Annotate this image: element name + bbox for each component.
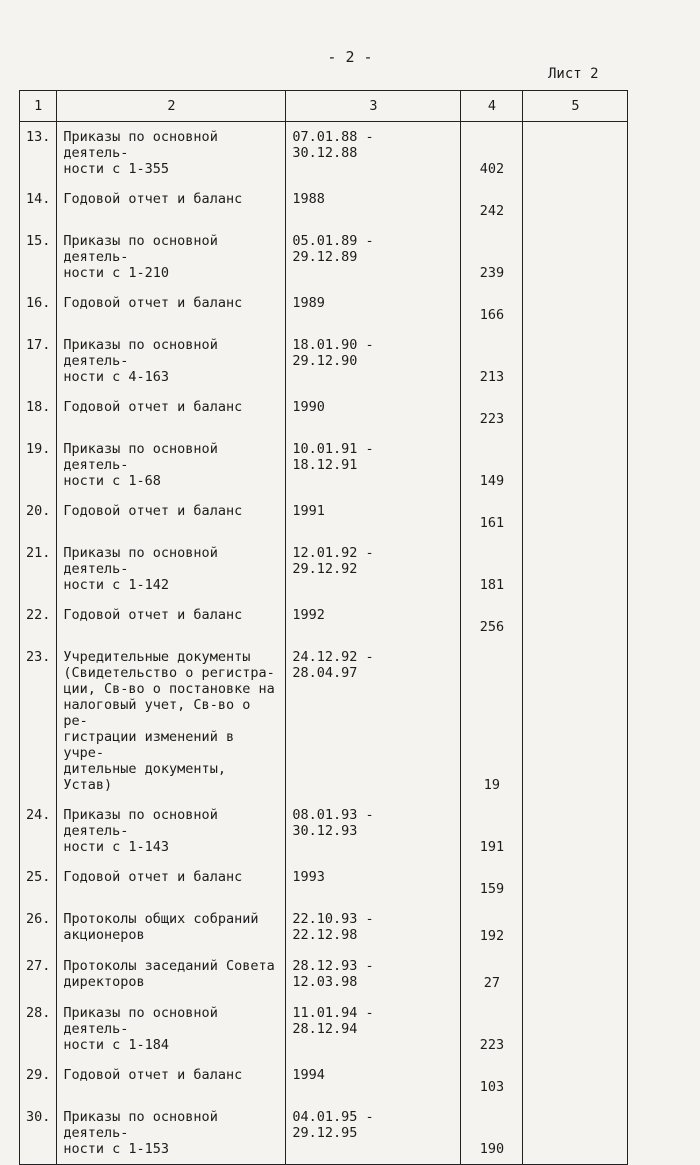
row-sheet-count: 159 <box>461 862 523 904</box>
row-number: 21. <box>20 538 57 600</box>
row-dates: 07.01.88 - 30.12.88 <box>286 122 461 185</box>
row-sheet-count: 242 <box>461 184 523 226</box>
table-row <box>20 862 628 904</box>
row-sheet-count: 192 <box>461 904 523 951</box>
row-sheet-count: 223 <box>461 392 523 434</box>
row-title: Годовой отчет и баланс <box>57 288 286 330</box>
row-sheet-count: 256 <box>461 600 523 642</box>
row-note <box>523 330 628 392</box>
row-dates: 1994 <box>286 1060 461 1102</box>
table-row <box>20 1060 628 1102</box>
row-number: 13. <box>20 122 57 185</box>
row-number: 14. <box>20 184 57 226</box>
row-number: 30. <box>20 1102 57 1165</box>
page-number: - 2 - <box>327 48 373 66</box>
row-number: 16. <box>20 288 57 330</box>
table-row <box>20 496 628 538</box>
table-row <box>20 330 628 392</box>
row-title: Приказы по основной деятель- ности с 1-210 <box>57 226 286 288</box>
row-title: Приказы по основной деятель- ности с 1-355 <box>57 122 286 185</box>
row-note <box>523 600 628 642</box>
row-sheet-count: 103 <box>461 1060 523 1102</box>
row-note <box>523 538 628 600</box>
row-note <box>523 1102 628 1165</box>
row-dates: 24.12.92 - 28.04.97 <box>286 642 461 800</box>
row-dates: 05.01.89 - 29.12.89 <box>286 226 461 288</box>
row-title: Протоколы заседаний Совета директоров <box>57 951 286 998</box>
column-header: 5 <box>523 91 628 122</box>
row-note <box>523 392 628 434</box>
table-row <box>20 800 628 862</box>
row-dates: 1993 <box>286 862 461 904</box>
table-row <box>20 1102 628 1165</box>
row-title: Приказы по основной деятель- ности с 1-184 <box>57 998 286 1060</box>
row-number: 22. <box>20 600 57 642</box>
row-sheet-count: 19 <box>461 642 523 800</box>
row-number: 26. <box>20 904 57 951</box>
row-dates: 1992 <box>286 600 461 642</box>
row-dates: 1989 <box>286 288 461 330</box>
table-row <box>20 288 628 330</box>
table-row <box>20 392 628 434</box>
row-dates: 10.01.91 - 18.12.91 <box>286 434 461 496</box>
row-title: Приказы по основной деятель- ности с 1-143 <box>57 800 286 862</box>
row-note <box>523 998 628 1060</box>
table-header-row <box>20 91 628 122</box>
row-sheet-count: 191 <box>461 800 523 862</box>
row-sheet-count: 190 <box>461 1102 523 1165</box>
row-dates: 1991 <box>286 496 461 538</box>
row-title: Протоколы общих собраний акционеров <box>57 904 286 951</box>
row-title: Годовой отчет и баланс <box>57 496 286 538</box>
table-row <box>20 951 628 998</box>
row-sheet-count: 161 <box>461 496 523 538</box>
table-row <box>20 600 628 642</box>
table-row <box>20 998 628 1060</box>
table-row <box>20 434 628 496</box>
row-note <box>523 951 628 998</box>
table-row <box>20 184 628 226</box>
row-sheet-count: 239 <box>461 226 523 288</box>
table-row <box>20 122 628 185</box>
table-row <box>20 226 628 288</box>
row-dates: 11.01.94 - 28.12.94 <box>286 998 461 1060</box>
table-row <box>20 538 628 600</box>
row-number: 18. <box>20 392 57 434</box>
row-number: 19. <box>20 434 57 496</box>
row-note <box>523 904 628 951</box>
row-note <box>523 642 628 800</box>
column-header: 1 <box>20 91 57 122</box>
row-note <box>523 496 628 538</box>
row-dates: 04.01.95 - 29.12.95 <box>286 1102 461 1165</box>
row-title: Приказы по основной деятель- ности с 1-153 <box>57 1102 286 1165</box>
row-title: Приказы по основной деятель- ности с 4-163 <box>57 330 286 392</box>
row-title: Годовой отчет и баланс <box>57 184 286 226</box>
registry-table <box>19 90 628 1165</box>
row-dates: 28.12.93 - 12.03.98 <box>286 951 461 998</box>
row-sheet-count: 223 <box>461 998 523 1060</box>
row-dates: 1990 <box>286 392 461 434</box>
row-note <box>523 288 628 330</box>
row-sheet-count: 166 <box>461 288 523 330</box>
row-dates: 08.01.93 - 30.12.93 <box>286 800 461 862</box>
row-note <box>523 434 628 496</box>
row-sheet-count: 402 <box>461 122 523 185</box>
row-title: Годовой отчет и баланс <box>57 1060 286 1102</box>
row-number: 24. <box>20 800 57 862</box>
row-sheet-count: 149 <box>461 434 523 496</box>
column-header: 3 <box>286 91 461 122</box>
row-title: Годовой отчет и баланс <box>57 600 286 642</box>
row-dates: 12.01.92 - 29.12.92 <box>286 538 461 600</box>
row-title: Приказы по основной деятель- ности с 1-68 <box>57 434 286 496</box>
table-row <box>20 904 628 951</box>
row-title: Приказы по основной деятель- ности с 1-142 <box>57 538 286 600</box>
row-number: 17. <box>20 330 57 392</box>
table-row <box>20 642 628 800</box>
row-number: 20. <box>20 496 57 538</box>
row-sheet-count: 27 <box>461 951 523 998</box>
row-dates: 18.01.90 - 29.12.90 <box>286 330 461 392</box>
column-header: 2 <box>57 91 286 122</box>
row-note <box>523 184 628 226</box>
row-number: 15. <box>20 226 57 288</box>
row-note <box>523 862 628 904</box>
row-sheet-count: 181 <box>461 538 523 600</box>
row-title: Годовой отчет и баланс <box>57 392 286 434</box>
row-number: 29. <box>20 1060 57 1102</box>
row-number: 28. <box>20 998 57 1060</box>
row-note <box>523 1060 628 1102</box>
row-dates: 22.10.93 - 22.12.98 <box>286 904 461 951</box>
sheet-label: Лист 2 <box>548 66 599 82</box>
row-note <box>523 122 628 185</box>
column-header: 4 <box>461 91 523 122</box>
row-note <box>523 226 628 288</box>
row-number: 25. <box>20 862 57 904</box>
row-dates: 1988 <box>286 184 461 226</box>
row-note <box>523 800 628 862</box>
row-title: Годовой отчет и баланс <box>57 862 286 904</box>
row-number: 23. <box>20 642 57 800</box>
row-number: 27. <box>20 951 57 998</box>
row-sheet-count: 213 <box>461 330 523 392</box>
row-title: Учредительные документы (Свидетельство о регистра- ции, Св-во о постановке на налоговый учет, Св-во о ре- гистрации изменений в учре- дительные документы, Устав) <box>57 642 286 800</box>
